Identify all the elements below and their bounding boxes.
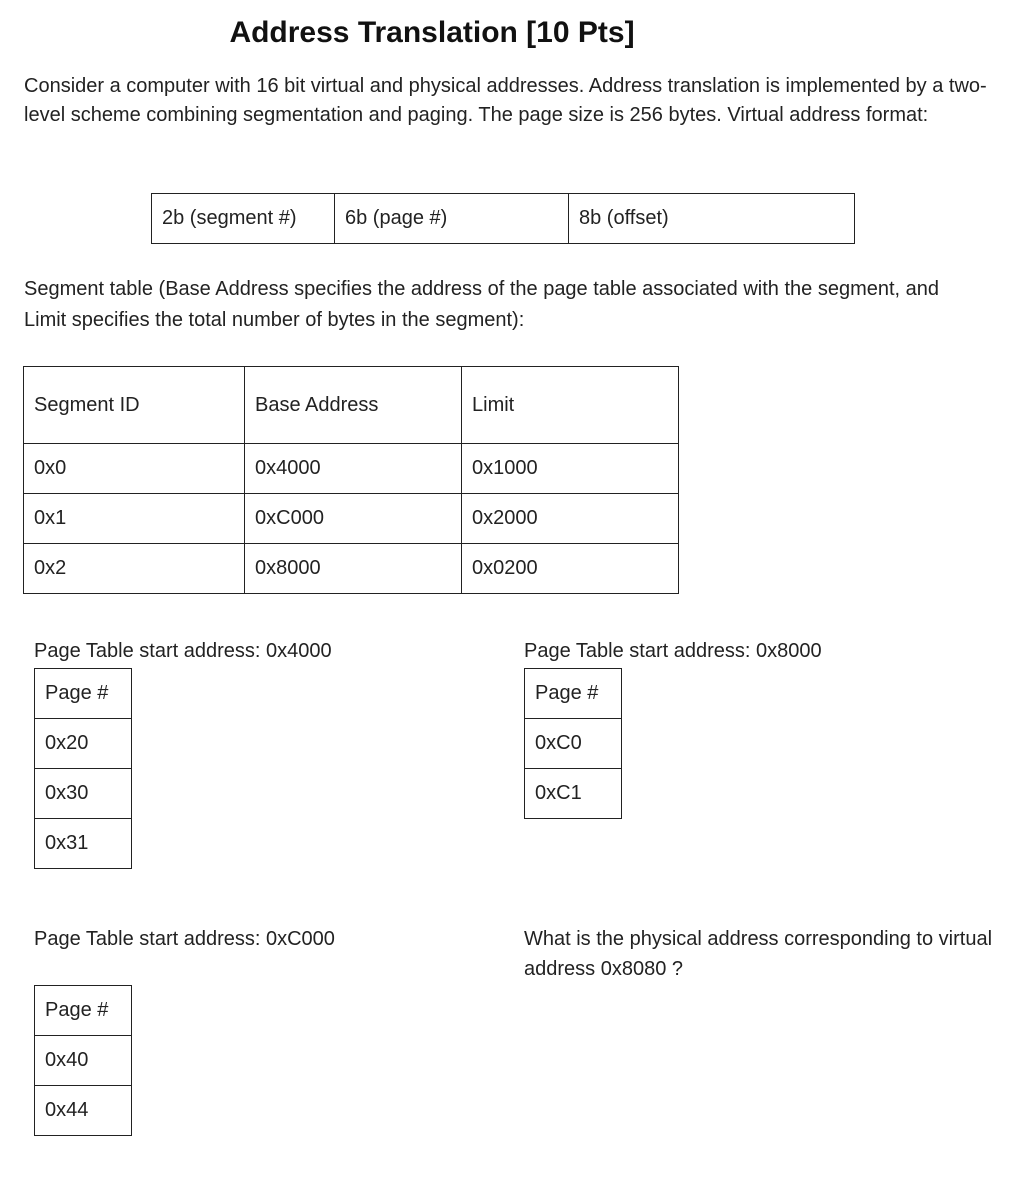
table-row [525,719,622,769]
base-address-cell: 0x8000 [245,544,462,594]
page-number-header: Page # [35,669,132,719]
page-title: Address Translation [10 Pts] [229,16,635,49]
table-row [24,494,679,544]
page-table-8000 [524,668,622,819]
segment-table-header [24,367,679,444]
table-row [35,819,132,869]
base-address-cell: 0xC000 [245,494,462,544]
page-table-4000 [34,668,132,869]
page-bits-cell: 6b (page #) [335,194,569,244]
page-number-header: Page # [525,669,622,719]
page-entry-cell: 0xC0 [525,719,622,769]
segment-bits-cell: 2b (segment #) [152,194,335,244]
page-table-label-8000: Page Table start address: 0x8000 [524,640,822,662]
page-number-header: Page # [35,986,132,1036]
address-format-table [151,193,855,244]
page-table-header-row [35,986,132,1036]
table-row [35,769,132,819]
segment-table-intro: Segment table (Base Address specifies the address of the page table associated with the segment, and Limit specifies the total number of bytes in the segment): [24,278,940,331]
address-format-row [152,194,855,244]
page-entry-cell: 0x30 [35,769,132,819]
table-row [24,444,679,494]
segment-id-cell: 0x0 [24,444,245,494]
table-row [35,719,132,769]
page-table-label-4000: Page Table start address: 0x4000 [34,640,332,662]
table-row [35,1036,132,1086]
segment-id-cell: 0x1 [24,494,245,544]
page-entry-cell: 0x44 [35,1086,132,1136]
table-row [35,1086,132,1136]
limit-cell: 0x0200 [462,544,679,594]
limit-cell: 0x1000 [462,444,679,494]
page-entry-cell: 0x40 [35,1036,132,1086]
limit-cell: 0x2000 [462,494,679,544]
page-table-header-row [525,669,622,719]
page-table-c000 [34,985,132,1136]
header-segment-id: Segment ID [24,367,245,444]
intro-paragraph: Consider a computer with 16 bit virtual and physical addresses. Address translation is implemented by a two-level scheme combining segmentation and paging. The page size is 256 bytes. Virtual address format: [24,75,987,126]
header-limit: Limit [462,367,679,444]
segment-id-cell: 0x2 [24,544,245,594]
page-entry-cell: 0xC1 [525,769,622,819]
table-row [24,544,679,594]
page-entry-cell: 0x31 [35,819,132,869]
offset-bits-cell: 8b (offset) [569,194,855,244]
base-address-cell: 0x4000 [245,444,462,494]
segment-table [23,366,679,594]
page-entry-cell: 0x20 [35,719,132,769]
page-table-header-row [35,669,132,719]
header-base-address: Base Address [245,367,462,444]
table-row [525,769,622,819]
question-text: What is the physical address corresponding to virtual address 0x8080 ? [524,928,993,980]
page-table-label-c000: Page Table start address: 0xC000 [34,928,335,950]
